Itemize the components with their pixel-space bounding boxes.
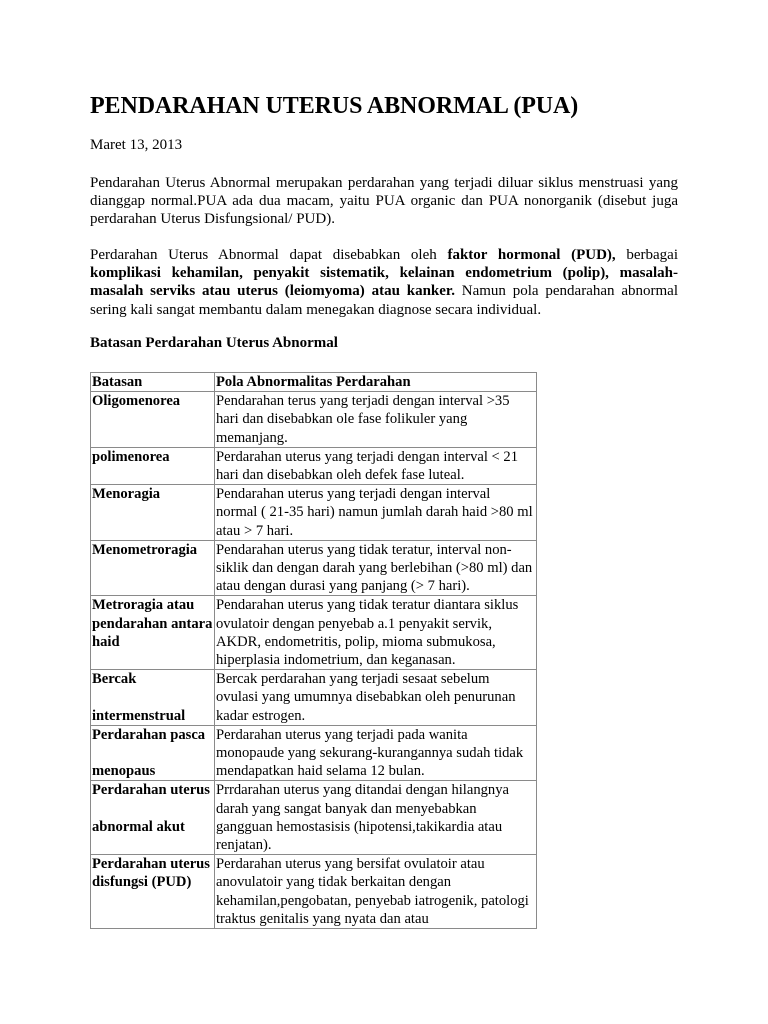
table-cell-term: [91, 485, 215, 541]
table-header-row: [91, 373, 537, 392]
table-cell-desc: Pendarahan uterus yang tidak teratur diantara siklus ovulatoir dengan penyebab a.1 penyakit servik, AKDR, endometritis, polip, mioma submukosa, hiperplasia indometrium, dan keganasan.: [215, 596, 537, 670]
document-date: Maret 13, 2013: [90, 137, 183, 153]
paragraph-causes-text-2: berbagai: [615, 247, 678, 263]
table-row: [91, 447, 537, 484]
term-label: Menoragia: [92, 486, 161, 503]
table-cell-desc: Perdarahan uterus yang terjadi pada wanita monopaude yang sekurang-kurangannya sudah tidak mendapatkan haid selama 12 bulan.: [215, 725, 537, 781]
term-label: Perdarahan pasca: [92, 726, 206, 743]
paragraph-causes-bold-1: faktor hormonal (PUD),: [447, 247, 616, 263]
term-label: Menometroragia: [92, 541, 198, 558]
table-row: [91, 392, 537, 448]
batasan-table: [90, 372, 537, 929]
document-title: PENDARAHAN UTERUS ABNORMAL (PUA): [90, 93, 579, 119]
table-cell-desc: Pendarahan uterus yang terjadi dengan interval normal ( 21-35 hari) namun jumlah darah haid >80 ml atau > 7 hari.: [215, 485, 537, 541]
table-cell-term: [91, 781, 215, 855]
table-header-batasan: Batasan: [91, 373, 215, 392]
table-cell-desc: Perdarahan uterus yang terjadi dengan interval < 21 hari dan disebabkan oleh defek fase luteal.: [215, 447, 537, 484]
table-cell-term: [91, 725, 215, 781]
term-label: Metroragia atau pendarahan antara haid: [92, 597, 213, 650]
table-cell-desc: Perdarahan uterus yang bersifat ovulatoir atau anovulatoir yang tidak berkaitan dengan kehamilan,pengobatan, penyebab iatrogenik, patologi traktus genitalis yang nyata dan atau: [215, 855, 537, 929]
table-cell-desc: Pendarahan terus yang terjadi dengan interval >35 hari dan disebabkan ole fase folikuler yang memanjang.: [215, 392, 537, 448]
table-header-pola: Pola Abnormalitas Perdarahan: [215, 373, 537, 392]
paragraph-intro: Pendarahan Uterus Abnormal merupakan perdarahan yang terjadi diluar siklus menstruasi yang dianggap normal.PUA ada dua macam, yaitu PUA organic dan PUA nonorganik (disebut juga perdarahan Uterus Disfungsional/ PUD).: [90, 175, 678, 228]
table-cell-term: [91, 670, 215, 726]
term-label: Oligomenorea: [92, 393, 181, 410]
table-row: [91, 855, 537, 929]
term-label: Bercak: [92, 671, 137, 688]
paragraph-causes-text-1: Perdarahan Uterus Abnormal dapat disebabkan oleh: [90, 247, 448, 263]
paragraph-causes-text-3: Namun pola pendarahan abnormal sering kali sangat membantu dalam menegakan diagnose secara individual.: [90, 283, 678, 318]
table-cell-term: [91, 596, 215, 670]
paragraph-causes-bold-2: komplikasi kehamilan, penyakit sistematik, kelainan endometrium (polip), masalah-masalah serviks atau uterus (leiomyoma) atau kanker.: [90, 265, 678, 300]
table-row: [91, 596, 537, 670]
table-cell-desc: Prrdarahan uterus yang ditandai dengan hilangnya darah yang sangat banyak dan menyebabkan gangguan hemostasisis (hipotensi,takikardia atau renjatan).: [215, 781, 537, 855]
table-row: [91, 725, 537, 781]
term-label: Perdarahan uterus: [92, 782, 210, 799]
term-label: Perdarahan uterus disfungsi (PUD): [92, 856, 210, 891]
table-cell-term: [91, 392, 215, 448]
table-cell-term: [91, 447, 215, 484]
term-label-extra: intermenstrual: [92, 707, 186, 724]
table-row: [91, 670, 537, 726]
section-heading: Batasan Perdarahan Uterus Abnormal: [90, 335, 338, 351]
term-label: polimenorea: [92, 448, 170, 465]
table-row: [91, 781, 537, 855]
table-cell-term: [91, 540, 215, 596]
table-cell-desc: Pendarahan uterus yang tidak teratur, interval non-siklik dan dengan darah yang berlebihan (>80 ml) dan atau dengan durasi yang panjang (> 7 hari).: [215, 540, 537, 596]
table-row: [91, 485, 537, 541]
paragraph-causes: [90, 246, 678, 319]
term-label-extra: abnormal akut: [92, 818, 185, 835]
table-row: [91, 540, 537, 596]
term-label-extra: menopaus: [92, 763, 156, 780]
table-cell-term: [91, 855, 215, 929]
table-cell-desc: Bercak perdarahan yang terjadi sesaat sebelum ovulasi yang umumnya disebabkan oleh penurunan kadar estrogen.: [215, 670, 537, 726]
